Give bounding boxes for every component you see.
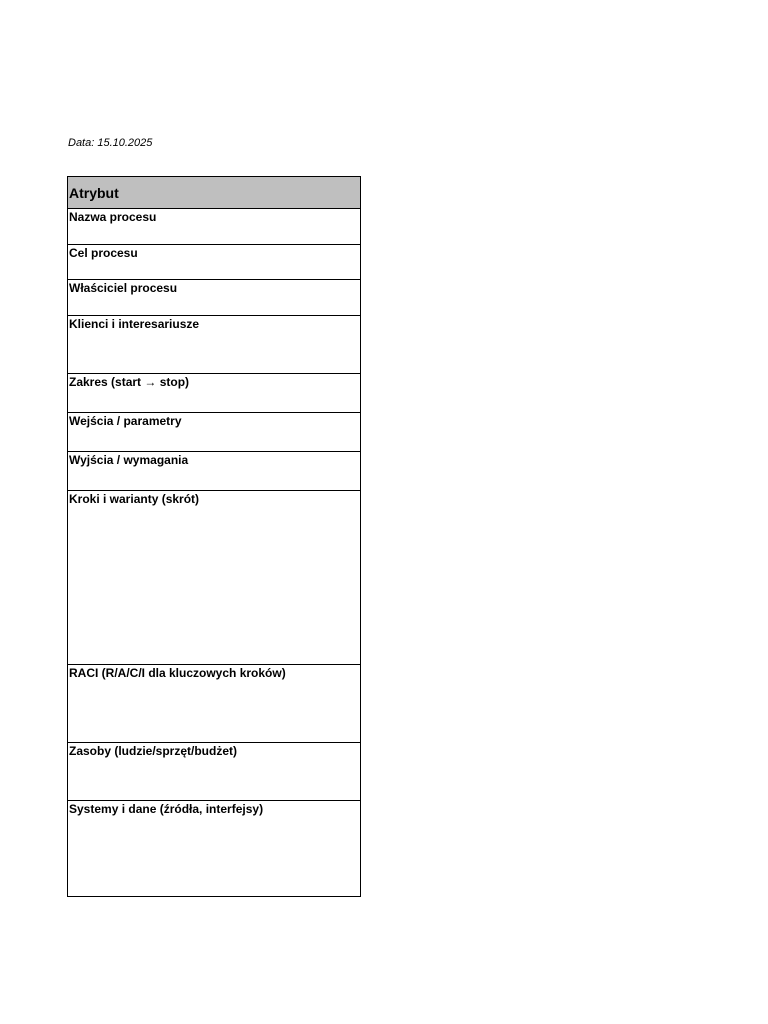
table-row xyxy=(68,801,361,897)
attribute-cell-process-goal: Cel procesu xyxy=(68,245,361,280)
table-row xyxy=(68,280,361,316)
document-date: Data: 15.10.2025 xyxy=(68,137,153,149)
table-row xyxy=(68,374,361,413)
attribute-cell-clients-stakeholders: Klienci i interesariusze xyxy=(68,316,361,374)
attribute-cell-systems-data: Systemy i dane (źródła, interfejsy) xyxy=(68,801,361,897)
attribute-cell-resources: Zasoby (ludzie/sprzęt/budżet) xyxy=(68,743,361,801)
attribute-cell-raci: RACI (R/A/C/I dla kluczowych kroków) xyxy=(68,665,361,743)
attribute-cell-process-name: Nazwa procesu xyxy=(68,209,361,245)
attribute-cell-scope: Zakres (start → stop) xyxy=(68,374,361,413)
column-header-attribute: Atrybut xyxy=(68,177,361,209)
attribute-cell-steps-variants: Kroki i warianty (skrót) xyxy=(68,491,361,665)
table-row xyxy=(68,209,361,245)
table-row xyxy=(68,665,361,743)
table-row xyxy=(68,452,361,491)
table-row xyxy=(68,491,361,665)
attribute-cell-outputs: Wyjścia / wymagania xyxy=(68,452,361,491)
table-row xyxy=(68,743,361,801)
table-row xyxy=(68,413,361,452)
attribute-table xyxy=(67,176,361,897)
attribute-cell-process-owner: Właściciel procesu xyxy=(68,280,361,316)
table-header-row xyxy=(68,177,361,209)
table-row xyxy=(68,316,361,374)
table-row xyxy=(68,245,361,280)
attribute-cell-inputs: Wejścia / parametry xyxy=(68,413,361,452)
